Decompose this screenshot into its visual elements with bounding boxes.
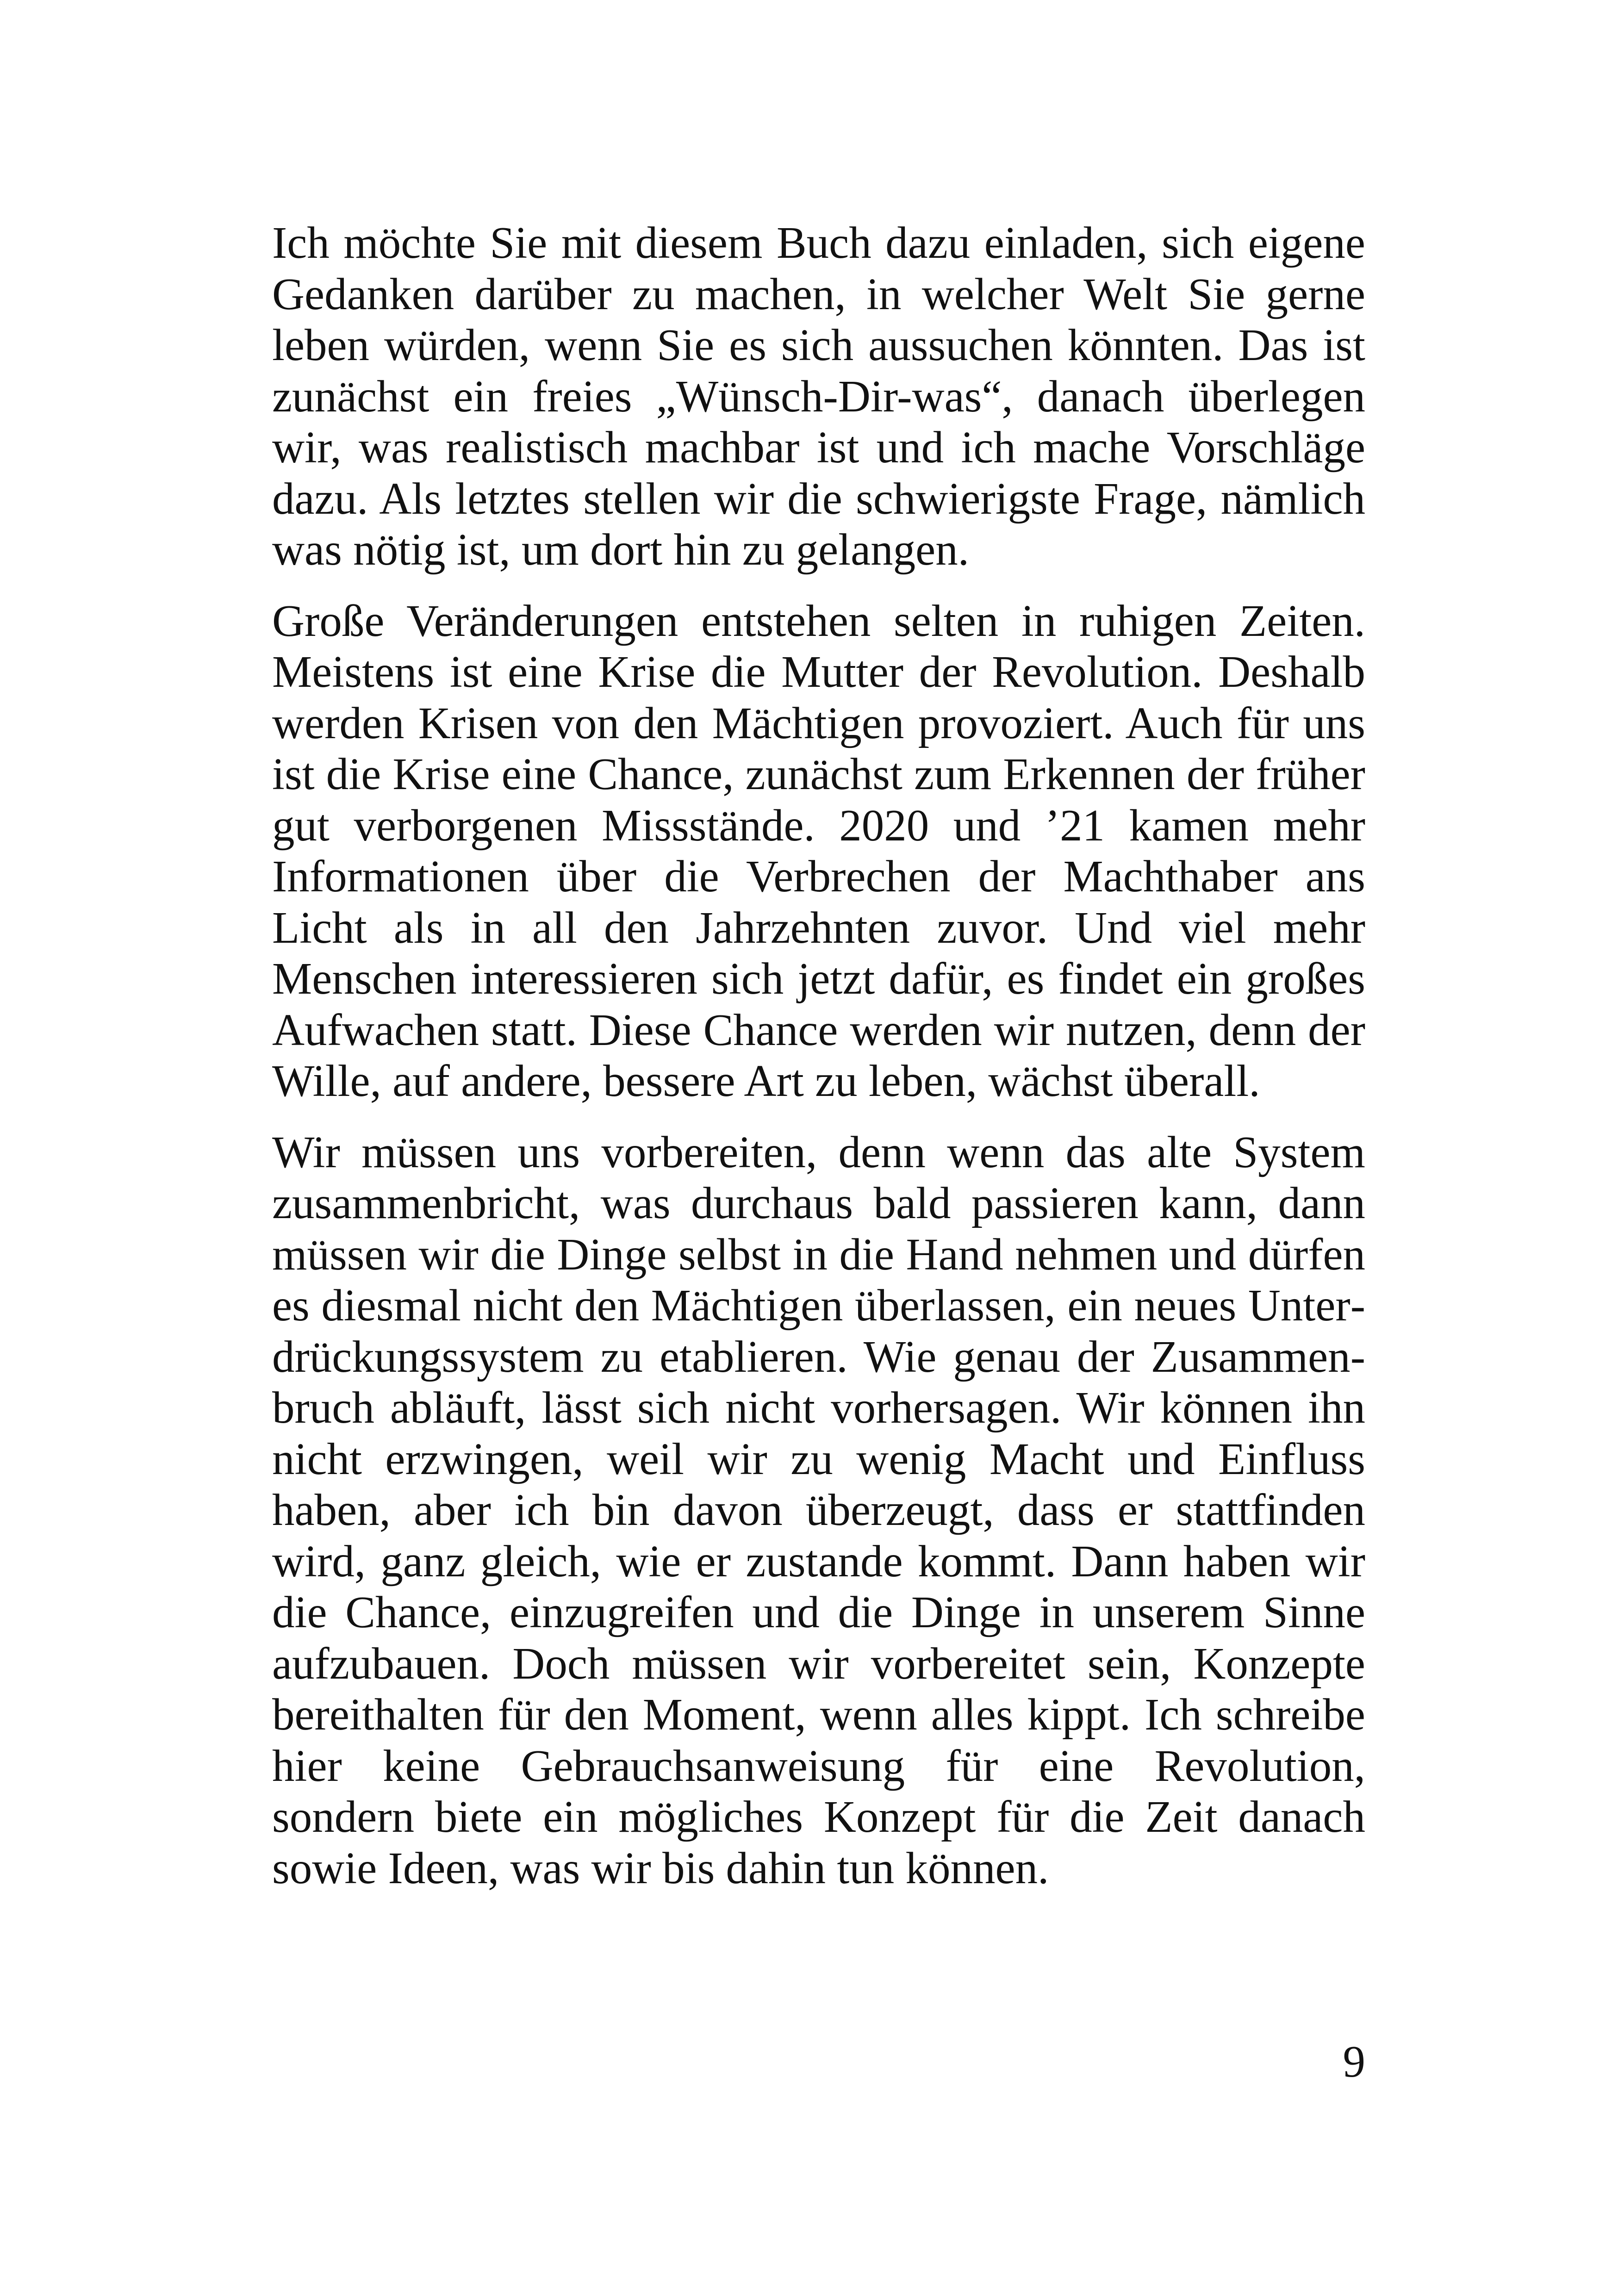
body-text <box>272 218 1365 1914</box>
paragraph-1: Ich möchte Sie mit diesem Buch dazu einladen, sich eigene Gedanken darüber zu machen, in welcher Welt Sie gerne leben würden, wenn Sie es sich aussuchen könnten. Das ist zunächst ein freies „Wünsch-Dir-was“, danach überlegen wir, was realistisch machbar ist und ich mache Vorschläge dazu. Als letztes stellen wir die schwierigste Frage, nämlich was nötig ist, um dort hin zu gelangen. <box>272 218 1365 574</box>
paragraph-2: Große Veränderungen entstehen selten in ruhigen Zeiten. Meistens ist eine Krise die Mutter der Revolution. Deshalb werden Krisen von den Mächtigen provoziert. Auch für uns ist die Krise eine Chance, zunächst zum Erkennen der früher gut verborgenen Missstände. 2020 und ’21 kamen mehr Informationen über die Verbrechen der Machthaber ans Licht als in all den Jahrzehnten zuvor. Und viel mehr Menschen interessieren sich jetzt dafür, es findet ein großes Aufwachen statt. Diese Chance werden wir nutzen, denn der Wille, auf andere, bessere Art zu leben, wächst überall. <box>272 596 1365 1106</box>
page-number: 9 <box>1343 2037 1365 2086</box>
paragraph-3: Wir müssen uns vorbereiten, denn wenn das alte System zusammenbricht, was durchaus bald passieren kann, dann müssen wir die Dinge selbst in die Hand nehmen und dürfen es diesmal nicht den Mächtigen überlassen, ein neues Unterdrückungssystem zu etablieren. Wie genau der Zusammenbruch abläuft, lässt sich nicht vorhersagen. Wir können ihn nicht erzwingen, weil wir zu wenig Macht und Einfluss haben, aber ich bin davon überzeugt, dass er stattfinden wird, ganz gleich, wie er zustande kommt. Dann haben wir die Chance, einzugreifen und die Dinge in unserem Sinne aufzubauen. Doch müssen wir vorbereitet sein, Konzepte bereithalten für den Moment, wenn alles kippt. Ich schreibe hier keine Gebrauchsanweisung für eine Revolution, sondern biete ein mögliches Konzept für die Zeit danach sowie Ideen, was wir bis dahin tun können. <box>272 1127 1365 1893</box>
